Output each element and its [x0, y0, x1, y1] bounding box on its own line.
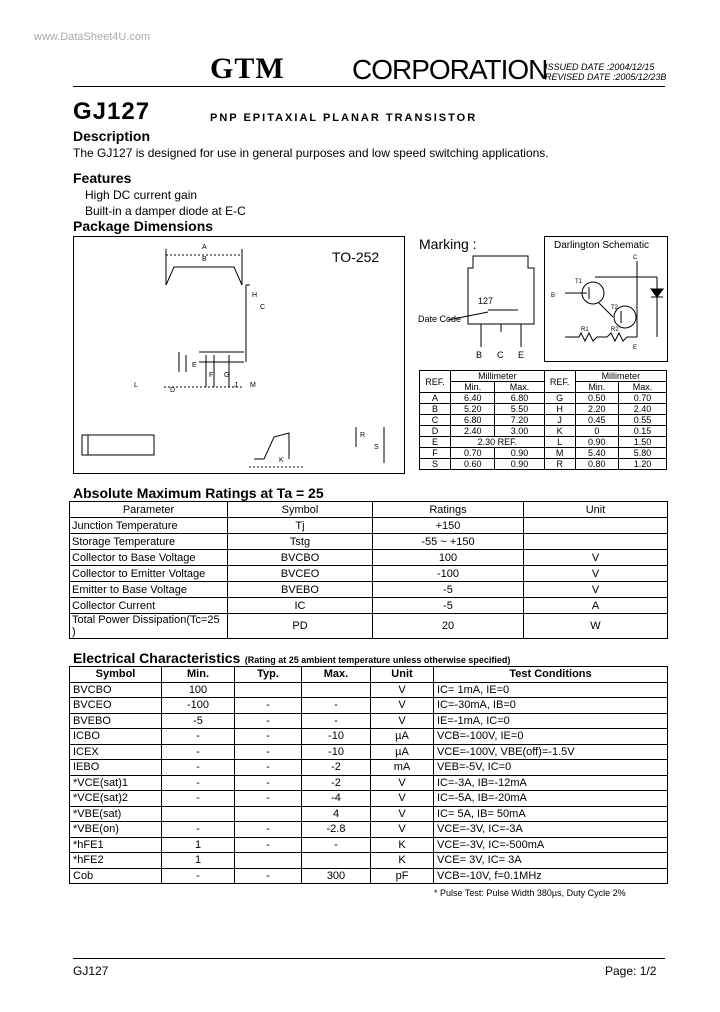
electrical-row [70, 682, 668, 698]
electrical-row [70, 837, 668, 853]
electrical-cell: µA [371, 744, 434, 760]
footer-rule [73, 958, 665, 959]
ratings-cell: Collector to Emitter Voltage [70, 566, 228, 582]
dim-cell: 0.50 [575, 393, 618, 404]
electrical-cell: VCB=-10V, f=0.1MHz [434, 868, 668, 884]
issued-date: ISSUED DATE :2004/12/15 [545, 62, 655, 72]
electrical-cell: - [235, 868, 302, 884]
package-heading: Package Dimensions [73, 218, 214, 234]
electrical-cell: IE=-1mA, IC=0 [434, 713, 668, 729]
electrical-cell: ICEX [70, 744, 162, 760]
dim-cell: E [420, 437, 451, 448]
schematic-label: T1 [575, 279, 583, 285]
schematic-label: E [633, 345, 638, 351]
electrical-cell: *hFE1 [70, 837, 162, 853]
ratings-cell: 100 [373, 550, 524, 566]
dim-cell: 2.40 [618, 404, 666, 415]
electrical-cell: - [162, 868, 235, 884]
electrical-cell: pF [371, 868, 434, 884]
dim-cell: 5.50 [495, 404, 544, 415]
dim-cell: 0.60 [451, 459, 495, 470]
dim-cell: 5.20 [451, 404, 495, 415]
ratings-cell: BVCEO [228, 566, 373, 582]
description-text: The GJ127 is designed for use in general purposes and low speed switching applications. [73, 146, 549, 160]
electrical-cell: ICBO [70, 729, 162, 745]
electrical-cell [302, 682, 371, 698]
dim-label: E [192, 362, 197, 369]
dim-cell: 0.80 [575, 459, 618, 470]
dim-label: C [260, 304, 266, 311]
dim-header: Millimeter [575, 371, 666, 382]
electrical-cell: 4 [302, 806, 371, 822]
dim-cell: 2.30 REF. [451, 437, 545, 448]
ratings-table [69, 501, 668, 639]
marking-drawing [418, 252, 542, 362]
footer-part: GJ127 [73, 964, 109, 978]
electrical-cell: V [371, 698, 434, 714]
ratings-cell: -55 ~ +150 [373, 534, 524, 550]
dim-cell: D [420, 426, 451, 437]
electrical-cell: V [371, 682, 434, 698]
dim-cell: 0.70 [618, 393, 666, 404]
darlington-schematic [544, 236, 668, 362]
schematic-label: T2 [611, 305, 619, 311]
electrical-cell: -100 [162, 698, 235, 714]
electrical-cell [162, 806, 235, 822]
dim-cell: H [544, 404, 575, 415]
dim-row [420, 448, 667, 459]
dim-cell: G [544, 393, 575, 404]
dim-row [420, 404, 667, 415]
electrical-cell: 300 [302, 868, 371, 884]
schematic-label: R2 [611, 327, 619, 333]
electrical-cell: V [371, 806, 434, 822]
electrical-cell: *VCE(sat)2 [70, 791, 162, 807]
dim-label: F [209, 372, 214, 379]
dim-cell: 0.45 [575, 415, 618, 426]
dim-label: H [252, 292, 258, 299]
electrical-row [70, 713, 668, 729]
dim-cell: 2.20 [575, 404, 618, 415]
electrical-cell: -5 [162, 713, 235, 729]
dim-cell: 2.40 [451, 426, 495, 437]
electrical-cell: - [235, 760, 302, 776]
ratings-cell: Collector to Base Voltage [70, 550, 228, 566]
ratings-cell [524, 518, 668, 534]
electrical-cell: - [235, 822, 302, 838]
dim-header: Millimeter [451, 371, 545, 382]
electrical-cell: VEB=-5V, IC=0 [434, 760, 668, 776]
electrical-cell: - [302, 698, 371, 714]
electrical-row [70, 868, 668, 884]
electrical-cell: - [235, 837, 302, 853]
ratings-row [70, 598, 668, 614]
ratings-cell: BVCBO [228, 550, 373, 566]
electrical-cell [302, 853, 371, 869]
electrical-cell: V [371, 775, 434, 791]
ratings-cell: V [524, 550, 668, 566]
dim-cell: 0.90 [495, 459, 544, 470]
electrical-cell: 100 [162, 682, 235, 698]
ratings-cell: V [524, 582, 668, 598]
dim-cell: C [420, 415, 451, 426]
electrical-row [70, 791, 668, 807]
ratings-cell: 20 [373, 614, 524, 639]
dim-cell: B [420, 404, 451, 415]
dim-cell: J [544, 415, 575, 426]
electrical-cell: K [371, 837, 434, 853]
feature-item: High DC current gain [85, 188, 198, 202]
ratings-cell: -100 [373, 566, 524, 582]
electrical-header: Max. [302, 667, 371, 683]
electrical-cell [235, 853, 302, 869]
electrical-cell: VCE=-3V, IC=-500mA [434, 837, 668, 853]
dim-subheader: Min. [575, 382, 618, 393]
dim-row [420, 415, 667, 426]
electrical-cell: V [371, 713, 434, 729]
ratings-cell: W [524, 614, 668, 639]
electrical-header: Min. [162, 667, 235, 683]
electrical-cell: - [302, 713, 371, 729]
electrical-cell: *VBE(on) [70, 822, 162, 838]
dim-cell: 5.40 [575, 448, 618, 459]
ratings-cell: IC [228, 598, 373, 614]
electrical-cell: IEBO [70, 760, 162, 776]
electrical-cell: mA [371, 760, 434, 776]
electrical-cell: - [162, 822, 235, 838]
electrical-cell: IC=-30mA, IB=0 [434, 698, 668, 714]
dim-label: L [134, 382, 138, 389]
electrical-footnote: * Pulse Test: Pulse Width 380µs, Duty Cycle 2% [434, 888, 626, 898]
electrical-cell: - [162, 775, 235, 791]
ratings-cell: -5 [373, 582, 524, 598]
package-name: TO-252 [332, 249, 380, 265]
electrical-cell: *hFE2 [70, 853, 162, 869]
footer-page: Page: 1/2 [605, 964, 657, 978]
dim-cell: 0.15 [618, 426, 666, 437]
electrical-cell: IC=-3A, IB=-12mA [434, 775, 668, 791]
dim-cell: 7.20 [495, 415, 544, 426]
dim-label: M [250, 382, 256, 389]
electrical-cell: VCE= 3V, IC= 3A [434, 853, 668, 869]
features-heading: Features [73, 170, 132, 186]
ratings-cell: V [524, 566, 668, 582]
schematic-label: R1 [581, 327, 589, 333]
ratings-header: Parameter [70, 502, 228, 518]
electrical-row [70, 853, 668, 869]
dim-subheader: Max. [495, 382, 544, 393]
ratings-cell: PD [228, 614, 373, 639]
dim-subheader: Max. [618, 382, 666, 393]
ratings-row [70, 518, 668, 534]
electrical-cell: -2.8 [302, 822, 371, 838]
electrical-cell [235, 682, 302, 698]
revised-date: REVISED DATE :2005/12/23B [545, 72, 667, 82]
dim-label: G [224, 372, 230, 379]
ratings-cell: +150 [373, 518, 524, 534]
electrical-cell: µA [371, 729, 434, 745]
ratings-cell: Tstg [228, 534, 373, 550]
marking-code: 127 [478, 296, 494, 306]
electrical-cell [235, 806, 302, 822]
ratings-header: Ratings [373, 502, 524, 518]
ratings-body [70, 518, 668, 639]
electrical-cell: V [371, 822, 434, 838]
dim-label: A [202, 244, 207, 251]
watermark: www.DataSheet4U.com [34, 31, 151, 43]
schematic-label: B [551, 293, 556, 299]
electrical-body [70, 682, 668, 884]
dim-cell: 6.40 [451, 393, 495, 404]
dim-cell: K [544, 426, 575, 437]
ratings-cell: BVEBO [228, 582, 373, 598]
ratings-row [70, 534, 668, 550]
dimensions-table [419, 370, 667, 470]
dim-subheader: Min. [451, 382, 495, 393]
dim-cell: 0.55 [618, 415, 666, 426]
electrical-cell: - [162, 760, 235, 776]
dim-header: REF. [420, 371, 451, 393]
ratings-row [70, 566, 668, 582]
electrical-cell: - [162, 729, 235, 745]
electrical-cell: - [302, 837, 371, 853]
electrical-cell: V [371, 791, 434, 807]
ratings-row [70, 614, 668, 639]
electrical-row [70, 806, 668, 822]
brand-logo: GTM [210, 52, 285, 85]
electrical-cell: BVCEO [70, 698, 162, 714]
dim-label: B [202, 256, 207, 263]
electrical-row [70, 822, 668, 838]
dim-cell: 0.90 [495, 448, 544, 459]
dim-cell: 0.90 [575, 437, 618, 448]
marking-label: Marking : [419, 236, 477, 252]
electrical-cell: - [235, 775, 302, 791]
electrical-cell: - [235, 713, 302, 729]
electrical-cell: - [235, 729, 302, 745]
dim-cell: 3.00 [495, 426, 544, 437]
dim-body [420, 393, 667, 470]
ratings-cell [524, 534, 668, 550]
schematic-drawing [545, 237, 667, 361]
dim-cell: 1.50 [618, 437, 666, 448]
ratings-heading: Absolute Maximum Ratings at Ta = 25 [73, 485, 324, 501]
ratings-row [70, 550, 668, 566]
electrical-row [70, 729, 668, 745]
dim-cell: R [544, 459, 575, 470]
ratings-cell: Storage Temperature [70, 534, 228, 550]
electrical-cell: -10 [302, 729, 371, 745]
electrical-cell: 1 [162, 837, 235, 853]
ratings-header: Symbol [228, 502, 373, 518]
electrical-cell: -2 [302, 760, 371, 776]
pin-label: C [497, 350, 504, 360]
dim-cell: 6.80 [495, 393, 544, 404]
dim-cell: 6.80 [451, 415, 495, 426]
electrical-cell: IC= 1mA, IE=0 [434, 682, 668, 698]
electrical-cell: - [235, 744, 302, 760]
ratings-cell: Collector Current [70, 598, 228, 614]
dim-cell: F [420, 448, 451, 459]
pin-label: B [476, 350, 483, 360]
dim-label: R [360, 432, 366, 439]
dim-label: D [170, 387, 176, 394]
ratings-header: Unit [524, 502, 668, 518]
dim-label: S [374, 444, 379, 451]
dim-row [420, 393, 667, 404]
package-outline-drawing [74, 237, 404, 473]
electrical-note: (Rating at 25 ambient temperature unless otherwise specified) [244, 655, 511, 665]
dim-cell: L [544, 437, 575, 448]
electrical-cell: *VBE(sat) [70, 806, 162, 822]
ratings-cell: Emitter to Base Voltage [70, 582, 228, 598]
ratings-cell: Total Power Dissipation(Tc=25 ) [70, 614, 228, 639]
dim-cell: S [420, 459, 451, 470]
electrical-cell: BVCBO [70, 682, 162, 698]
electrical-cell: - [162, 791, 235, 807]
ratings-cell: -5 [373, 598, 524, 614]
electrical-row [70, 744, 668, 760]
electrical-cell: - [162, 744, 235, 760]
electrical-row [70, 698, 668, 714]
ratings-row [70, 582, 668, 598]
schematic-label: C [633, 255, 638, 261]
electrical-row [70, 775, 668, 791]
date-code-label: Date Code [418, 314, 462, 324]
description-heading: Description [73, 128, 151, 144]
pin-label: E [518, 350, 525, 360]
electrical-header: Symbol [70, 667, 162, 683]
electrical-cell: *VCE(sat)1 [70, 775, 162, 791]
ratings-cell: Junction Temperature [70, 518, 228, 534]
electrical-cell: 1 [162, 853, 235, 869]
electrical-cell: VCB=-100V, IE=0 [434, 729, 668, 745]
electrical-header: Typ. [235, 667, 302, 683]
ratings-cell: A [524, 598, 668, 614]
electrical-cell: -10 [302, 744, 371, 760]
dim-label: K [279, 457, 284, 464]
dim-cell: 0 [575, 426, 618, 437]
electrical-row [70, 760, 668, 776]
electrical-cell: - [235, 698, 302, 714]
dim-row [420, 459, 667, 470]
electrical-cell: IC= 5A, IB= 50mA [434, 806, 668, 822]
date-block [545, 62, 666, 82]
electrical-cell: Cob [70, 868, 162, 884]
electrical-header: Test Conditions [434, 667, 668, 683]
electrical-header: Unit [371, 667, 434, 683]
schematic-title: Darlington Schematic [554, 240, 650, 251]
dim-row [420, 437, 667, 448]
electrical-cell: K [371, 853, 434, 869]
dim-label: J [234, 382, 238, 389]
dim-row [420, 426, 667, 437]
header-rule [73, 86, 665, 87]
dim-cell: 0.70 [451, 448, 495, 459]
electrical-cell: VCE=-100V, VBE(off)=-1.5V [434, 744, 668, 760]
electrical-cell: - [235, 791, 302, 807]
feature-item: Built-in a damper diode at E-C [85, 204, 246, 218]
electrical-cell: VCE=-3V, IC=-3A [434, 822, 668, 838]
part-subtitle: PNP EPITAXIAL PLANAR TRANSISTOR [210, 112, 478, 124]
corporation-title: CORPORATION [352, 54, 548, 85]
dim-cell: 1.20 [618, 459, 666, 470]
part-number: GJ127 [73, 98, 151, 125]
package-drawing [73, 236, 405, 474]
electrical-heading: Electrical Characteristics [73, 650, 241, 666]
dim-cell: A [420, 393, 451, 404]
electrical-cell: IC=-5A, IB=-20mA [434, 791, 668, 807]
dim-header: REF. [544, 371, 575, 393]
electrical-table [69, 666, 668, 884]
electrical-cell: -2 [302, 775, 371, 791]
electrical-cell: BVEBO [70, 713, 162, 729]
ratings-cell: Tj [228, 518, 373, 534]
dim-cell: M [544, 448, 575, 459]
electrical-cell: -4 [302, 791, 371, 807]
dim-cell: 5.80 [618, 448, 666, 459]
